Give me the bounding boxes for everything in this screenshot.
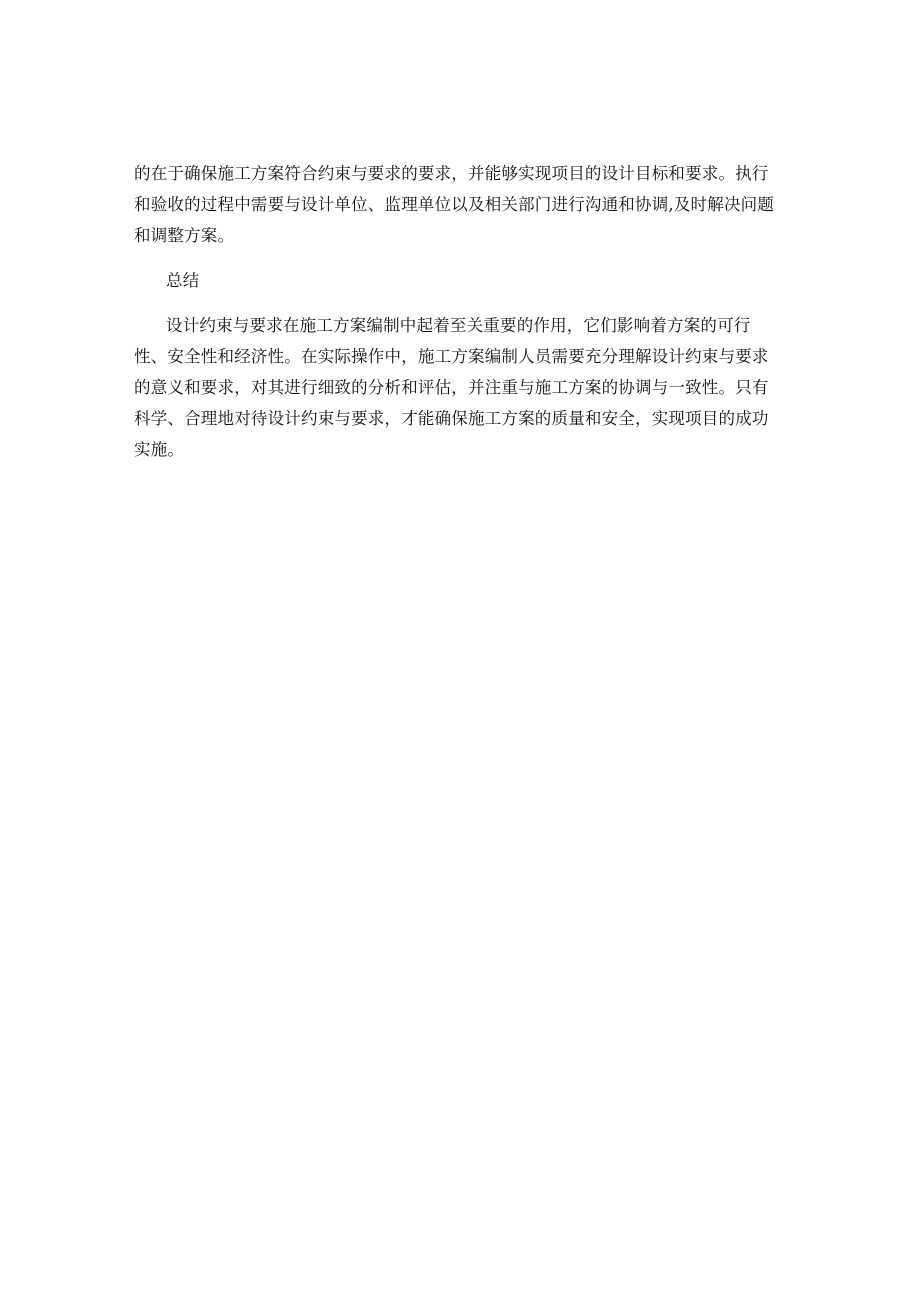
paragraph-line: 的意义和要求，对其进行细致的分析和评估，并注重与施工方案的协调与一致性。只有 xyxy=(134,378,769,397)
paragraph-line: 性、安全性和经济性。在实际操作中，施工方案编制人员需要充分理解设计约束与要求 xyxy=(134,347,769,366)
paragraph-line: 设计约束与要求在施工方案编制中起着至关重要的作用，它们影响着方案的可行 xyxy=(166,316,751,335)
paragraph-execution-acceptance xyxy=(134,158,794,251)
paragraph-summary xyxy=(134,310,794,465)
section-heading-summary: 总结 xyxy=(166,271,200,290)
paragraph-line: 和调整方案。 xyxy=(134,226,235,245)
document-body xyxy=(134,158,794,465)
paragraph-line: 实施。 xyxy=(134,440,185,459)
paragraph-line: 的在于确保施工方案符合约束与要求的要求，并能够实现项目的设计目标和要求。执行 xyxy=(134,164,769,183)
paragraph-line: 和验收的过程中需要与设计单位、监理单位以及相关部门进行沟通和协调,及时解决问题 xyxy=(134,195,775,214)
paragraph-line: 科学、合理地对待设计约束与要求，才能确保施工方案的质量和安全，实现项目的成功 xyxy=(134,409,769,428)
